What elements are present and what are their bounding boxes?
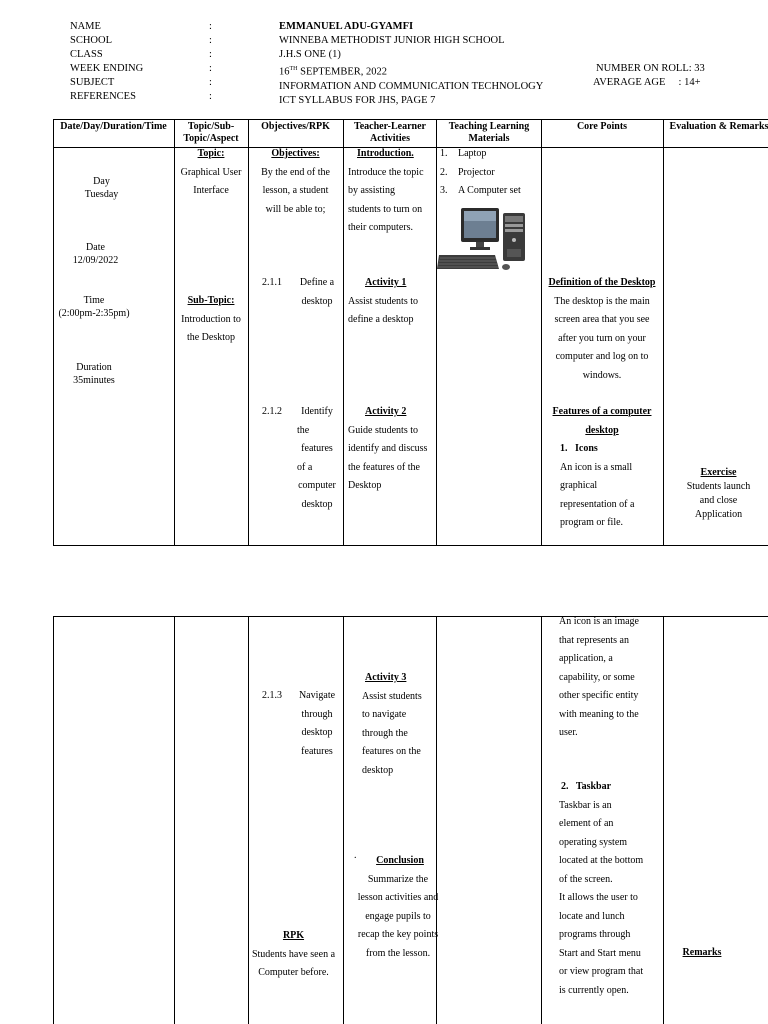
core-line: after you turn on your bbox=[558, 332, 646, 344]
material-text: Projector bbox=[458, 166, 495, 178]
conclusion-title: Conclusion bbox=[376, 855, 424, 866]
objective-1-number: 2.1.1 bbox=[262, 277, 282, 288]
rpk-line: Students have seen a bbox=[251, 948, 336, 960]
core-line: screen area that you see bbox=[554, 314, 650, 325]
subtopic-block bbox=[174, 292, 248, 348]
activity-2-block bbox=[348, 403, 438, 496]
references-value: ICT SYLLABUS FOR JHS, PAGE 7 bbox=[279, 94, 436, 106]
header-colons bbox=[209, 20, 212, 104]
features-title-line: Features of a computer bbox=[552, 406, 652, 417]
activity-line: their computers. bbox=[348, 222, 413, 233]
material-item bbox=[440, 145, 540, 164]
icons-block bbox=[560, 440, 662, 533]
label-references: REFERENCES bbox=[70, 91, 136, 102]
core-line: or view program that bbox=[559, 966, 644, 977]
material-number: 1. bbox=[440, 148, 448, 159]
label-school: SCHOOL bbox=[70, 35, 113, 46]
teacher-name: EMMANUEL ADU-GYAMFI bbox=[279, 21, 414, 32]
col-header-activities: Teacher-Learner Activities bbox=[353, 121, 426, 144]
activity-3-title: Activity 3 bbox=[365, 672, 407, 683]
rpk-block bbox=[246, 927, 341, 983]
col-header-evaluation: Evaluation & Remarks bbox=[669, 121, 768, 132]
subject-value: INFORMATION AND COMMUNICATION TECHNOLOGY bbox=[279, 80, 544, 92]
core-line: other specific entity bbox=[559, 690, 639, 701]
label-name: NAME bbox=[70, 21, 101, 32]
activity-line: by assisting bbox=[348, 185, 395, 196]
objective-1-text bbox=[294, 274, 340, 311]
colon: : bbox=[209, 49, 212, 60]
conclusion-line: lesson activities and bbox=[357, 892, 439, 903]
week-sup: TH bbox=[289, 66, 298, 72]
objective-3-number: 2.1.3 bbox=[262, 690, 282, 701]
core-line: is currently open. bbox=[559, 984, 629, 996]
core-line: It allows the user to bbox=[559, 892, 638, 903]
core-line: computer and log on to bbox=[555, 351, 649, 362]
header-values bbox=[279, 20, 543, 108]
core-line: An icon is a small bbox=[560, 461, 633, 473]
objective-line: features bbox=[301, 745, 333, 757]
conclusion-line: from the lesson. bbox=[365, 947, 431, 959]
objective-line: the bbox=[297, 424, 310, 436]
colon: : bbox=[209, 77, 212, 88]
topic-block bbox=[174, 145, 248, 201]
core-line: Taskbar is an bbox=[559, 799, 612, 811]
exercise-block bbox=[663, 466, 768, 522]
col-header-topic: Topic/Sub-Topic/Aspect bbox=[183, 121, 239, 144]
header-labels bbox=[70, 20, 143, 104]
material-text: Laptop bbox=[458, 148, 487, 159]
core-line: An icon is an image bbox=[559, 616, 639, 627]
subtopic-line: Introduction to bbox=[181, 313, 241, 325]
introduction-block bbox=[348, 145, 438, 238]
core-line: graphical bbox=[560, 480, 598, 491]
date-value: 12/09/2022 bbox=[72, 255, 119, 266]
colon: : bbox=[209, 91, 212, 102]
day-value: Tuesday bbox=[84, 189, 119, 200]
col-header-materials: Teaching Learning Materials bbox=[448, 121, 530, 144]
activity-1-block bbox=[348, 274, 438, 330]
week-day: 16 bbox=[279, 66, 290, 78]
colon: : bbox=[209, 63, 212, 74]
core-line: capability, or some bbox=[559, 671, 635, 683]
core-line: operating system bbox=[559, 836, 628, 848]
exercise-line: Students launch bbox=[686, 481, 751, 492]
core-line: located at the bottom bbox=[559, 855, 644, 866]
objectives-block bbox=[248, 145, 343, 219]
activity-line: students to turn on bbox=[348, 203, 423, 215]
label-class: CLASS bbox=[70, 49, 103, 60]
week-ending-value bbox=[279, 62, 543, 80]
conclusion-block bbox=[339, 852, 457, 963]
core-line: The desktop is the main bbox=[554, 295, 650, 307]
objective-line: desktop bbox=[301, 295, 333, 307]
objective-3-text bbox=[294, 687, 340, 761]
features-title-line: desktop bbox=[585, 424, 619, 436]
core-line: windows. bbox=[582, 369, 622, 381]
taskbar-title: 2. Taskbar bbox=[561, 781, 612, 792]
computer-set-icon bbox=[437, 205, 533, 275]
activity-line: through the bbox=[362, 727, 408, 739]
date-label: Date bbox=[86, 242, 105, 253]
subtopic-title: Sub-Topic: bbox=[187, 295, 235, 306]
exercise-line: Application bbox=[694, 509, 743, 520]
objective-line: Identify bbox=[301, 406, 333, 417]
activity-3-block bbox=[345, 669, 437, 780]
objectives-intro-line: will be able to; bbox=[265, 203, 326, 215]
col-header-date: Date/Day/Duration/Time bbox=[60, 121, 167, 132]
week-rest: SEPTEMBER, 2022 bbox=[297, 66, 388, 78]
subtopic-line: the Desktop bbox=[186, 332, 236, 343]
activity-line: identify and discuss bbox=[348, 443, 428, 454]
material-item bbox=[440, 164, 540, 183]
core-line: Start and Start menu bbox=[559, 947, 641, 959]
core-line: that represents an bbox=[559, 634, 629, 646]
activity-line: Guide students to bbox=[348, 424, 418, 436]
icons-title: 1. Icons bbox=[560, 443, 598, 454]
objective-line: Define a bbox=[299, 277, 335, 288]
core-line: representation of a bbox=[560, 498, 635, 510]
time-value: (2:00pm-2:35pm) bbox=[58, 308, 130, 319]
col-header-core-points: Core Points bbox=[576, 121, 628, 132]
desktop-definition-block bbox=[538, 274, 666, 385]
material-number: 2. bbox=[440, 166, 448, 178]
objective-2-text bbox=[294, 403, 340, 514]
core-line: programs through bbox=[559, 929, 631, 940]
objective-line: through bbox=[301, 708, 333, 720]
objective-line: features bbox=[301, 443, 333, 454]
features-title bbox=[541, 403, 663, 440]
activity-line: Assist students bbox=[362, 690, 422, 702]
objective-line: Navigate bbox=[298, 690, 336, 701]
duration-label: Duration bbox=[76, 362, 112, 373]
exercise-line: and close bbox=[699, 495, 738, 506]
conclusion-line: Summarize the bbox=[367, 873, 429, 885]
activity-line: Desktop bbox=[348, 480, 382, 491]
desktop-definition-title: Definition of the Desktop bbox=[548, 277, 656, 288]
objectives-title: Objectives: bbox=[271, 148, 320, 159]
material-item bbox=[440, 182, 540, 201]
topic-title: Topic: bbox=[197, 148, 225, 159]
class-value: J.H.S ONE (1) bbox=[279, 49, 341, 60]
core-line: with meaning to the bbox=[559, 708, 639, 720]
activity-line: the features of the bbox=[348, 461, 420, 473]
activity-1-title: Activity 1 bbox=[365, 277, 407, 288]
activity-line: Assist students to bbox=[348, 295, 419, 307]
material-number: 3. bbox=[440, 185, 448, 196]
taskbar-block bbox=[559, 778, 663, 1000]
label-subject: SUBJECT bbox=[70, 77, 115, 88]
introduction-title: Introduction. bbox=[357, 148, 414, 159]
core-line: user. bbox=[559, 727, 578, 738]
colon: : bbox=[209, 21, 212, 32]
objectives-intro-line: By the end of the bbox=[261, 166, 330, 178]
objective-2-number: 2.1.2 bbox=[262, 406, 282, 417]
materials-list bbox=[440, 145, 540, 201]
rpk-title: RPK bbox=[282, 930, 305, 941]
topic-line: Interface bbox=[193, 185, 229, 196]
activity-line: define a desktop bbox=[348, 314, 414, 325]
conclusion-line: engage pupils to bbox=[365, 910, 431, 922]
objective-line: of a bbox=[297, 461, 313, 473]
objective-line: desktop bbox=[301, 498, 333, 510]
day-label: Day bbox=[93, 176, 110, 187]
conclusion-line: recap the key points bbox=[357, 929, 439, 940]
activity-2-title: Activity 2 bbox=[365, 406, 407, 417]
core-line: locate and lunch bbox=[559, 910, 625, 922]
conclusion-dot: . bbox=[354, 850, 357, 861]
activity-line: features on the bbox=[362, 746, 421, 757]
objective-line: desktop bbox=[301, 727, 333, 738]
number-on-roll: NUMBER ON ROLL: 33 bbox=[596, 63, 705, 74]
core-line: element of an bbox=[559, 818, 614, 829]
colon: : bbox=[209, 35, 212, 46]
icon-description-block bbox=[559, 613, 663, 743]
topic-line: Graphical User bbox=[180, 166, 242, 178]
objectives-intro-line: lesson, a student bbox=[262, 185, 329, 196]
col-header-objectives: Objectives/RPK bbox=[261, 121, 330, 132]
remarks-title: Remarks bbox=[682, 947, 722, 958]
activity-line: desktop bbox=[362, 764, 394, 776]
school-name: WINNEBA METHODIST JUNIOR HIGH SCHOOL bbox=[279, 35, 505, 46]
objective-line: computer bbox=[298, 480, 336, 491]
activity-line: Introduce the topic bbox=[348, 166, 424, 178]
duration-value: 35minutes bbox=[73, 375, 115, 386]
time-label: Time bbox=[83, 295, 105, 306]
activity-line: to navigate bbox=[362, 709, 407, 720]
label-week-ending: WEEK ENDING bbox=[70, 63, 144, 74]
average-age: AVERAGE AGE : 14+ bbox=[593, 77, 701, 88]
rpk-line: Computer before. bbox=[258, 967, 329, 978]
core-line: of the screen. bbox=[559, 873, 613, 885]
core-line: application, a bbox=[559, 653, 613, 664]
core-line: program or file. bbox=[560, 517, 624, 528]
exercise-title: Exercise bbox=[700, 467, 737, 478]
material-text: A Computer set bbox=[458, 185, 521, 196]
